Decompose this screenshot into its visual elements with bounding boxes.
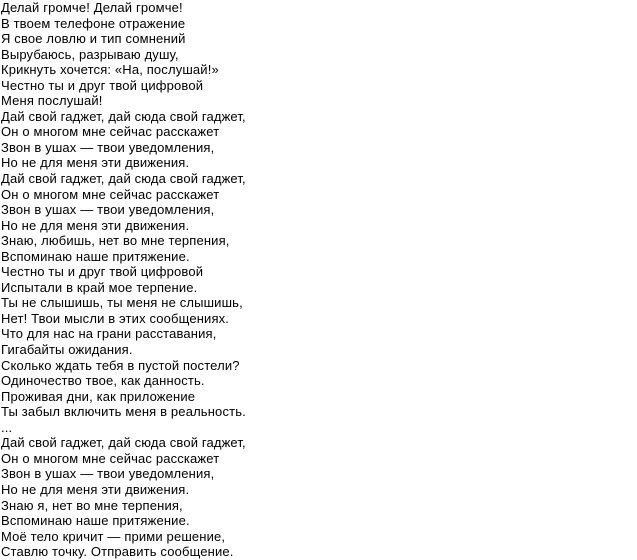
- lyric-line: ...: [1, 419, 13, 435]
- lyric-line: Вспоминаю наше притяжение.: [1, 248, 190, 264]
- lyric-line: Крикнуть хочется: «На, послушай!»: [1, 62, 219, 78]
- lyric-line: Звон в ушах — твои уведомления,: [1, 139, 215, 155]
- lyrics-text: [1, 0, 246, 560]
- lyric-line: Дай свой гаджет, дай сюда свой гаджет,: [1, 435, 246, 451]
- lyric-line: Честно ты и друг твой цифровой: [1, 264, 204, 280]
- lyric-line: Одиночество твое, как данность.: [1, 373, 205, 389]
- lyric-line: Ты забыл включить меня в реальность.: [1, 404, 246, 420]
- lyric-line: Сколько ждать тебя в пустой постели?: [1, 357, 240, 373]
- lyric-line: Честно ты и друг твой цифровой: [1, 77, 204, 93]
- lyric-line: Дай свой гаджет, дай сюда свой гаджет,: [1, 108, 246, 124]
- lyric-line: Испытали в край мое терпение.: [1, 279, 198, 295]
- lyric-line: В твоем телефоне отражение: [1, 15, 186, 31]
- lyric-line: Что для нас на грани расставания,: [1, 326, 217, 342]
- lyric-line: Он о многом мне сейчас расскажет: [1, 450, 220, 466]
- lyric-line: Знаю, любишь, нет во мне терпения,: [1, 233, 230, 249]
- lyric-line: Но не для меня эти движения.: [1, 155, 190, 171]
- lyric-line: Звон в ушах — твои уведомления,: [1, 466, 215, 482]
- lyric-line: Делай громче! Делай громче!: [1, 0, 183, 15]
- lyric-line: Знаю я, нет во мне терпения,: [1, 497, 183, 513]
- lyric-line: Я свое ловлю и тип сомнений: [1, 31, 186, 47]
- lyric-line: Вспоминаю наше притяжение.: [1, 513, 190, 529]
- lyric-line: Вырубаюсь, разрываю душу,: [1, 46, 179, 62]
- lyric-line: Меня послушай!: [1, 93, 103, 109]
- lyric-line: Он о многом мне сейчас расскажет: [1, 186, 220, 202]
- lyric-line: Гигабайты ожидания.: [1, 342, 133, 358]
- lyric-line: Звон в ушах — твои уведомления,: [1, 202, 215, 218]
- lyric-line: Дай свой гаджет, дай сюда свой гаджет,: [1, 171, 246, 187]
- lyric-line: Он о многом мне сейчас расскажет: [1, 124, 220, 140]
- lyric-line: Ты не слышишь, ты меня не слышишь,: [1, 295, 243, 311]
- lyric-line: Но не для меня эти движения.: [1, 481, 190, 497]
- lyric-line: Моё тело кричит — прими решение,: [1, 528, 226, 544]
- lyric-line: Но не для меня эти движения.: [1, 217, 190, 233]
- lyric-line: Проживая дни, как приложение: [1, 388, 196, 404]
- lyric-line: Нет! Твои мысли в этих сообщениях.: [1, 310, 230, 326]
- lyric-line: Ставлю точку. Отправить сообщение.: [1, 544, 234, 560]
